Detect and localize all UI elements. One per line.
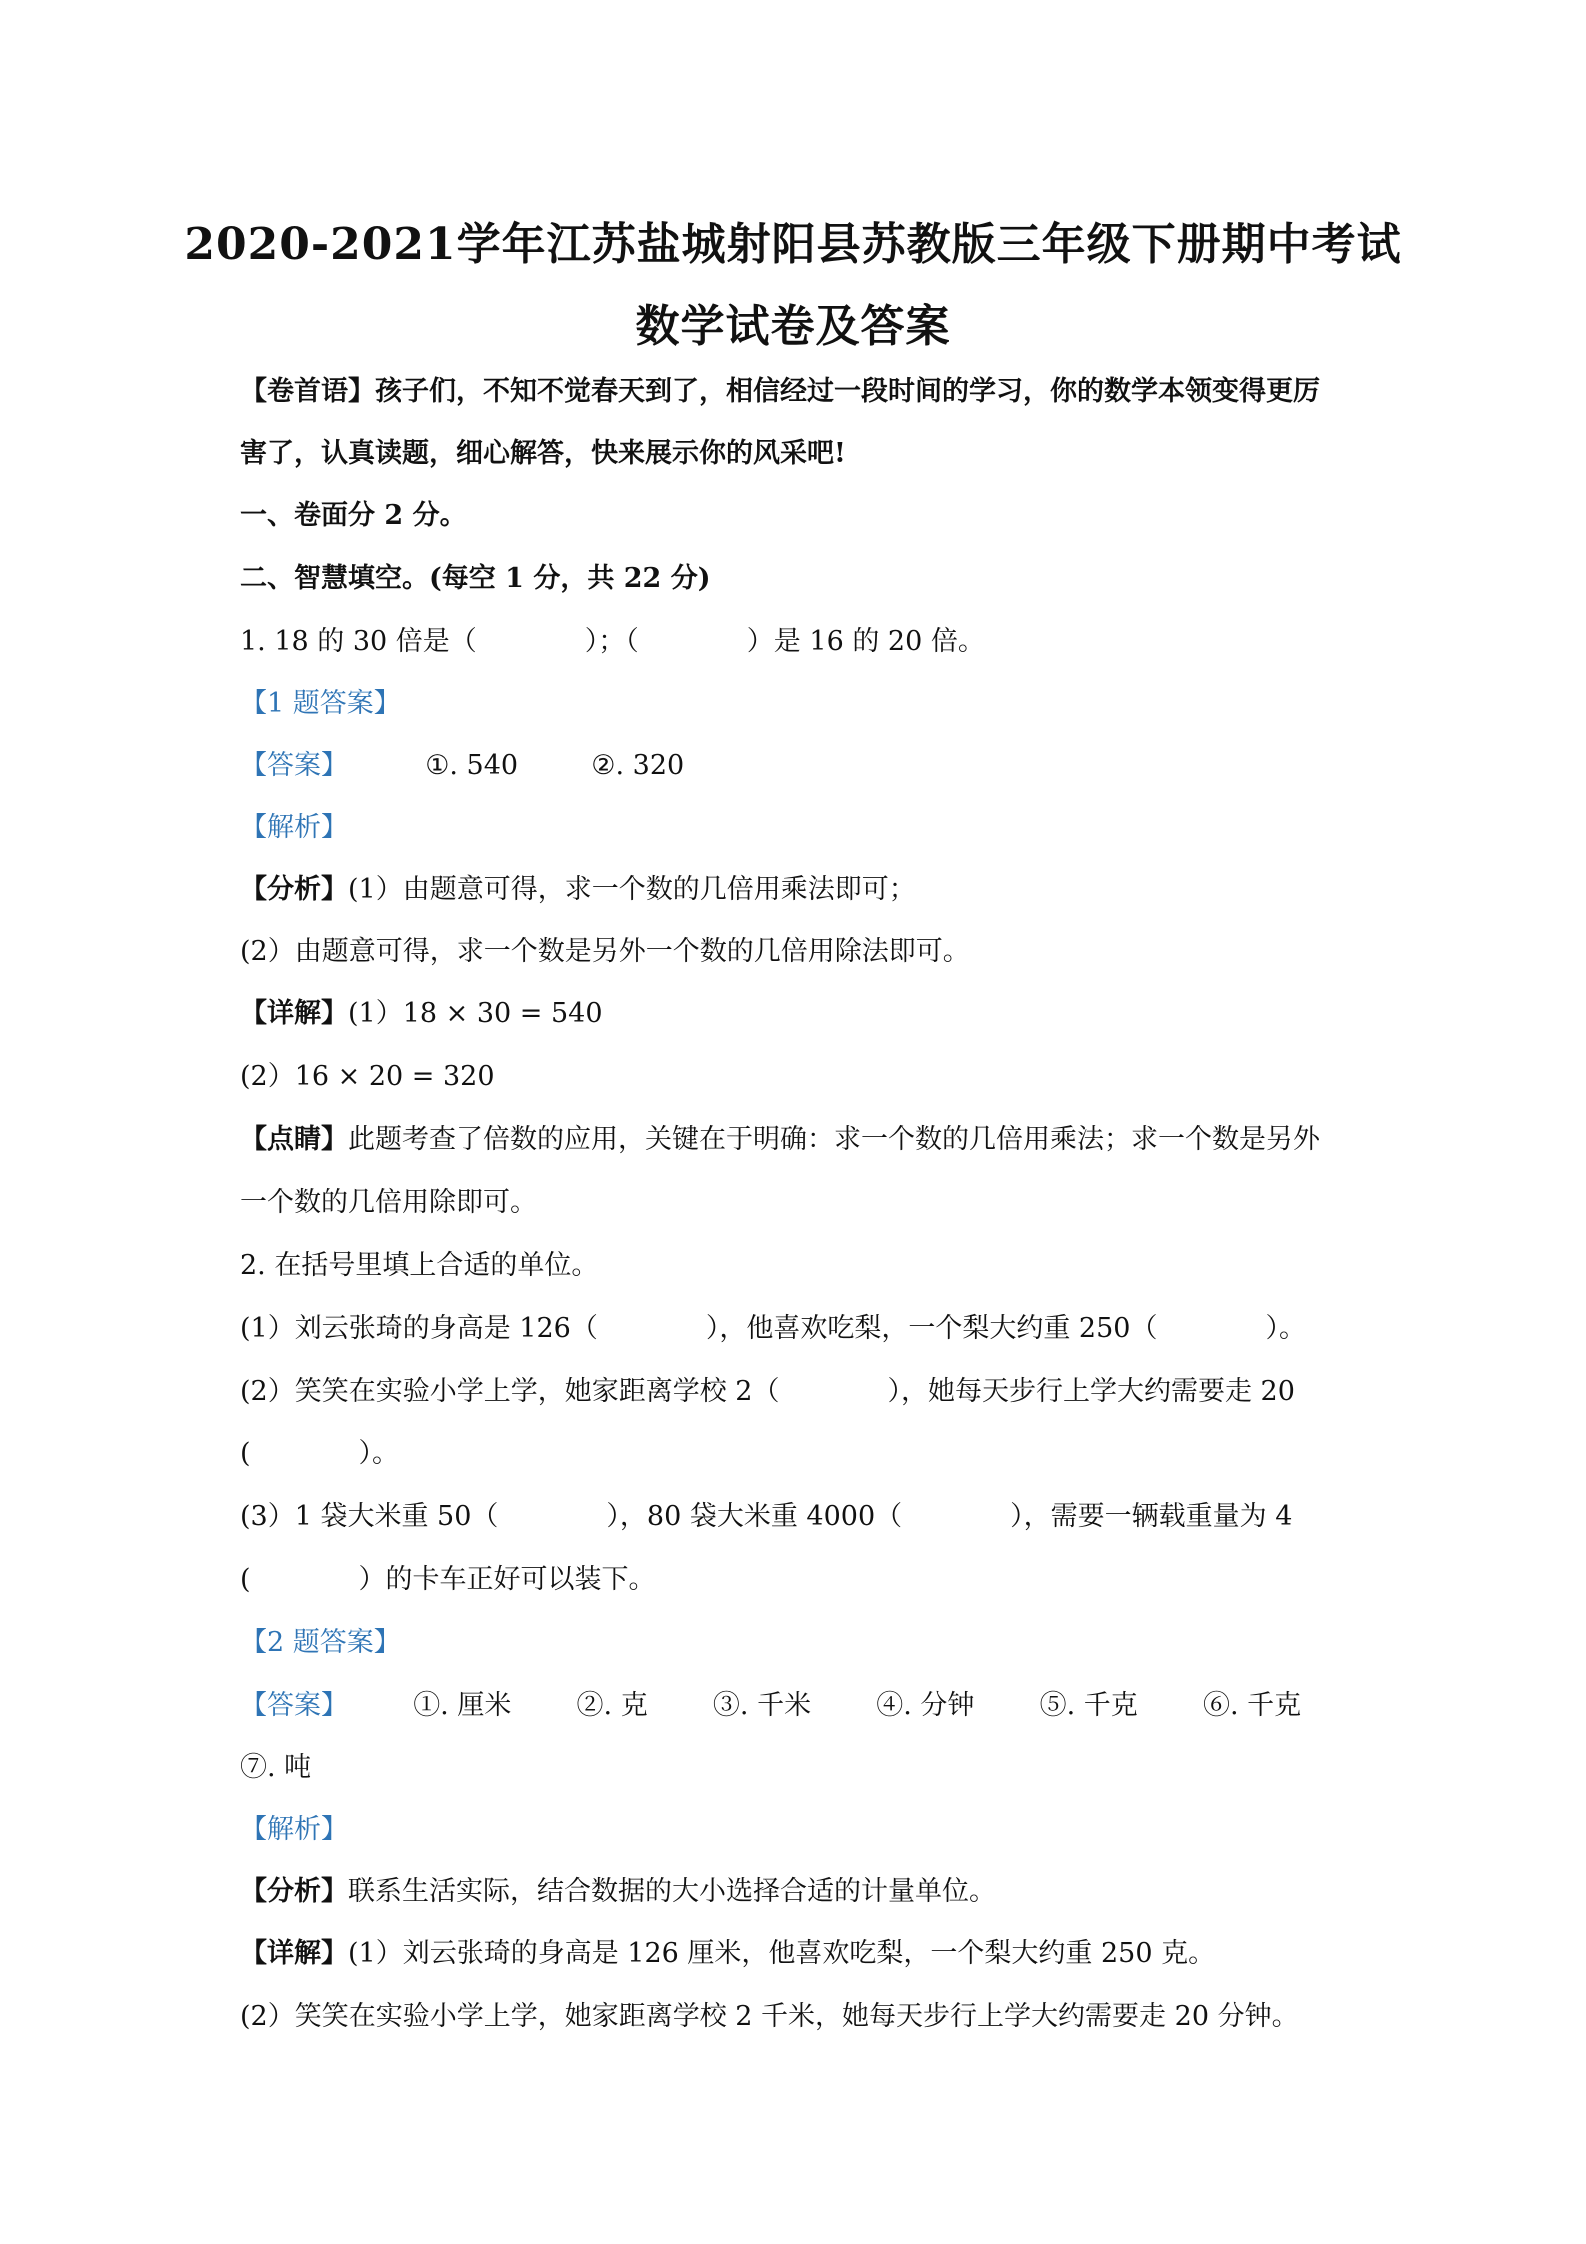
q2-answer-6: ⑥. 千克 <box>1202 1690 1302 1721</box>
q1-analysis-heading: 【解析】 <box>240 812 348 843</box>
preface-line2: 害了，认真读题，细心解答，快来展示你的风采吧! <box>240 438 846 469</box>
q1-comment-line1 <box>240 1122 1320 1158</box>
q2-detail-tag: 【详解】 <box>240 1938 348 1969</box>
q2-detail-line1 <box>240 1936 1215 1972</box>
q2-part2-line1: (2）笑笑在实验小学上学，她家距离学校 2（ ），她每天步行上学大约需要走 20 <box>240 1376 1295 1407</box>
q1-answer-line <box>240 748 684 784</box>
q1-answer-heading: 【1 题答案】 <box>240 688 401 719</box>
q2-analysis-tag: 【分析】 <box>240 1876 348 1907</box>
q1-comment-line2: 一个数的几倍用除即可。 <box>240 1187 537 1218</box>
q2-part1: (1）刘云张琦的身高是 126（ ），他喜欢吃梨，一个梨大约重 250（ ）。 <box>240 1313 1306 1344</box>
q1-question: 1. 18 的 30 倍是（ ）；（ ）是 16 的 20 倍。 <box>240 626 985 657</box>
q2-part3-line1: (3）1 袋大米重 50（ ），80 袋大米重 4000（ ），需要一辆载重量为 4 <box>240 1501 1293 1532</box>
section1-heading: 一、卷面分 2 分。 <box>240 500 467 531</box>
preface-tag: 【卷首语】 <box>240 376 375 407</box>
q2-answer-5: ⑤. 千克 <box>1039 1690 1138 1721</box>
q2-answer-line <box>240 1688 1301 1724</box>
q1-detail-line2: (2）16 × 20 = 320 <box>240 1061 495 1092</box>
q1-comment-tag: 【点睛】 <box>240 1124 348 1155</box>
q2-analysis-text: 联系生活实际，结合数据的大小选择合适的计量单位。 <box>348 1876 996 1907</box>
q1-answer-1: ①. 540 <box>425 750 519 781</box>
q1-analysis-line2: (2）由题意可得，求一个数是另外一个数的几倍用除法即可。 <box>240 936 970 967</box>
q1-answer-tag: 【答案】 <box>240 750 348 781</box>
q1-detail-tag: 【详解】 <box>240 998 348 1029</box>
q2-answer-heading: 【2 题答案】 <box>240 1627 401 1658</box>
q1-comment-text1: 此题考查了倍数的应用，关键在于明确：求一个数的几倍用乘法；求一个数是另外 <box>348 1124 1320 1155</box>
q1-analysis-tag: 【分析】 <box>240 874 348 905</box>
q2-answer-4: ④. 分钟 <box>876 1690 975 1721</box>
q2-part3-line2: ( ）的卡车正好可以装下。 <box>240 1564 656 1595</box>
q2-analysis-line <box>240 1874 996 1910</box>
q2-question: 2. 在括号里填上合适的单位。 <box>240 1250 599 1281</box>
q2-answer-1: ①. 厘米 <box>413 1690 512 1721</box>
q2-analysis-heading: 【解析】 <box>240 1814 348 1845</box>
q2-answer-tag: 【答案】 <box>240 1690 348 1721</box>
document-title-line1: 2020-2021学年江苏盐城射阳县苏教版三年级下册期中考试 <box>184 219 1402 270</box>
q1-answer-2: ②. 320 <box>591 750 685 781</box>
q2-answer-7: ⑦. 吨 <box>240 1752 312 1783</box>
section2-heading: 二、智慧填空。(每空 1 分，共 22 分) <box>240 563 711 594</box>
preface-text1: 孩子们，不知不觉春天到了，相信经过一段时间的学习，你的数学本领变得更厉 <box>375 376 1320 407</box>
q2-part2-line2: ( ）。 <box>240 1438 400 1469</box>
q1-analysis-text1: (1）由题意可得，求一个数的几倍用乘法即可； <box>348 874 916 905</box>
q1-detail-line1 <box>240 996 603 1032</box>
q1-detail-text1: (1）18 × 30 = 540 <box>348 998 603 1029</box>
q1-analysis-line1 <box>240 872 916 908</box>
q2-detail-text1: (1）刘云张琦的身高是 126 厘米，他喜欢吃梨，一个梨大约重 250 克。 <box>348 1938 1216 1969</box>
document-title-line2: 数学试卷及答案 <box>635 301 951 352</box>
q2-answer-3: ③. 千米 <box>712 1690 812 1721</box>
q2-answer-2: ②. 克 <box>576 1690 648 1721</box>
q2-detail-line2: (2）笑笑在实验小学上学，她家距离学校 2 千米，她每天步行上学大约需要走 20 分钟。 <box>240 2001 1299 2032</box>
preface-line1 <box>240 374 1320 410</box>
